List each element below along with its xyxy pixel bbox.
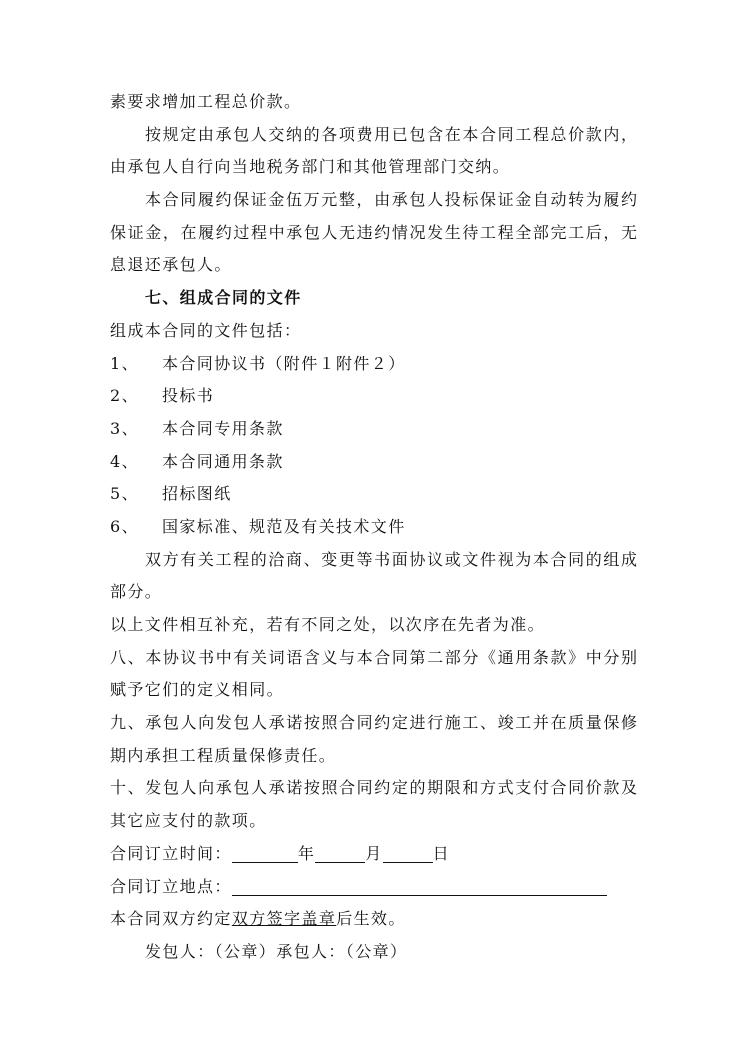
signing-time-label: 合同订立时间： bbox=[110, 843, 232, 863]
paragraph-line: 息退还承包人。 bbox=[110, 255, 232, 275]
place-blank[interactable] bbox=[232, 875, 607, 896]
list-item bbox=[110, 511, 637, 544]
list-text: 本合同专用条款 bbox=[162, 418, 284, 438]
paragraph-line: 由承包人自行向当地税务部门和其他管理部门交纳。 bbox=[110, 157, 511, 177]
list-number: 2、 bbox=[110, 386, 139, 406]
list-number: 1、 bbox=[110, 353, 139, 373]
list-text: 本合同协议书（附件１附件２） bbox=[162, 353, 406, 373]
section-10-line: 其它应支付的款项。 bbox=[110, 811, 267, 831]
section-10-line: 十、发包人向承包人承诺按照合同约定的期限和方式支付合同价款及 bbox=[110, 778, 637, 798]
list-text: 招标图纸 bbox=[162, 484, 232, 504]
paragraph-line: 素要求增加工程总价款。 bbox=[110, 92, 302, 111]
list-text: 国家标准、规范及有关技术文件 bbox=[162, 516, 406, 536]
section-9-line: 期内承担工程质量保修责任。 bbox=[110, 745, 337, 765]
list-item bbox=[110, 380, 637, 413]
month-label: 月 bbox=[365, 843, 383, 863]
list-number: 4、 bbox=[110, 451, 139, 471]
list-text: 本合同通用条款 bbox=[162, 451, 284, 471]
month-blank[interactable] bbox=[315, 842, 365, 863]
paragraph-line: 部分。 bbox=[110, 582, 163, 602]
list-text: 投标书 bbox=[162, 386, 215, 406]
parties-line: 发包人：（公章）承包人：（公章） bbox=[145, 941, 408, 961]
paragraph-line: 双方有关工程的洽商、变更等书面协议或文件视为本合同的组成 bbox=[145, 549, 637, 569]
list-number: 5、 bbox=[110, 484, 139, 504]
section-intro: 组成本合同的文件包括： bbox=[110, 320, 302, 340]
list-item bbox=[110, 446, 637, 479]
signing-time-line bbox=[110, 838, 637, 871]
paragraph-line: 按规定由承包人交纳的各项费用已包含在本合同工程总价款内， bbox=[145, 124, 637, 144]
effect-line bbox=[110, 903, 637, 936]
effect-suffix: 后生效。 bbox=[336, 909, 406, 929]
signing-place-line bbox=[110, 871, 637, 904]
paragraph-line: 以上文件相互补充，若有不同之处，以次序在先者为准。 bbox=[110, 615, 546, 634]
list-item bbox=[110, 348, 637, 381]
list-number: 3、 bbox=[110, 418, 139, 438]
list-item bbox=[110, 413, 637, 446]
paragraph-line: 本合同履约保证金伍万元整，由承包人投标保证金自动转为履约 bbox=[145, 190, 637, 210]
contract-page bbox=[110, 86, 637, 969]
day-label: 日 bbox=[432, 843, 451, 863]
list-number: 6、 bbox=[110, 516, 139, 536]
section-9-line: 九、承包人向发包人承诺按照合同约定进行施工、竣工并在质量保修 bbox=[110, 713, 637, 733]
year-label: 年 bbox=[297, 843, 316, 863]
effect-underlined: 双方签字盖章 bbox=[231, 909, 337, 929]
section-heading: 七、组成合同的文件 bbox=[145, 288, 302, 308]
effect-prefix: 本合同双方约定 bbox=[110, 909, 232, 929]
signing-place-label: 合同订立地点： bbox=[110, 876, 232, 896]
section-8-line: 八、本协议书中有关词语含义与本合同第二部分《通用条款》中分别 bbox=[110, 647, 637, 667]
list-item bbox=[110, 478, 637, 511]
day-blank[interactable] bbox=[383, 842, 433, 863]
paragraph-line: 保证金，在履约过程中承包人无违约情况发生待工程全部完工后，无 bbox=[110, 222, 637, 242]
section-8-line: 赋予它们的定义相同。 bbox=[110, 680, 285, 700]
year-blank[interactable] bbox=[232, 842, 298, 863]
